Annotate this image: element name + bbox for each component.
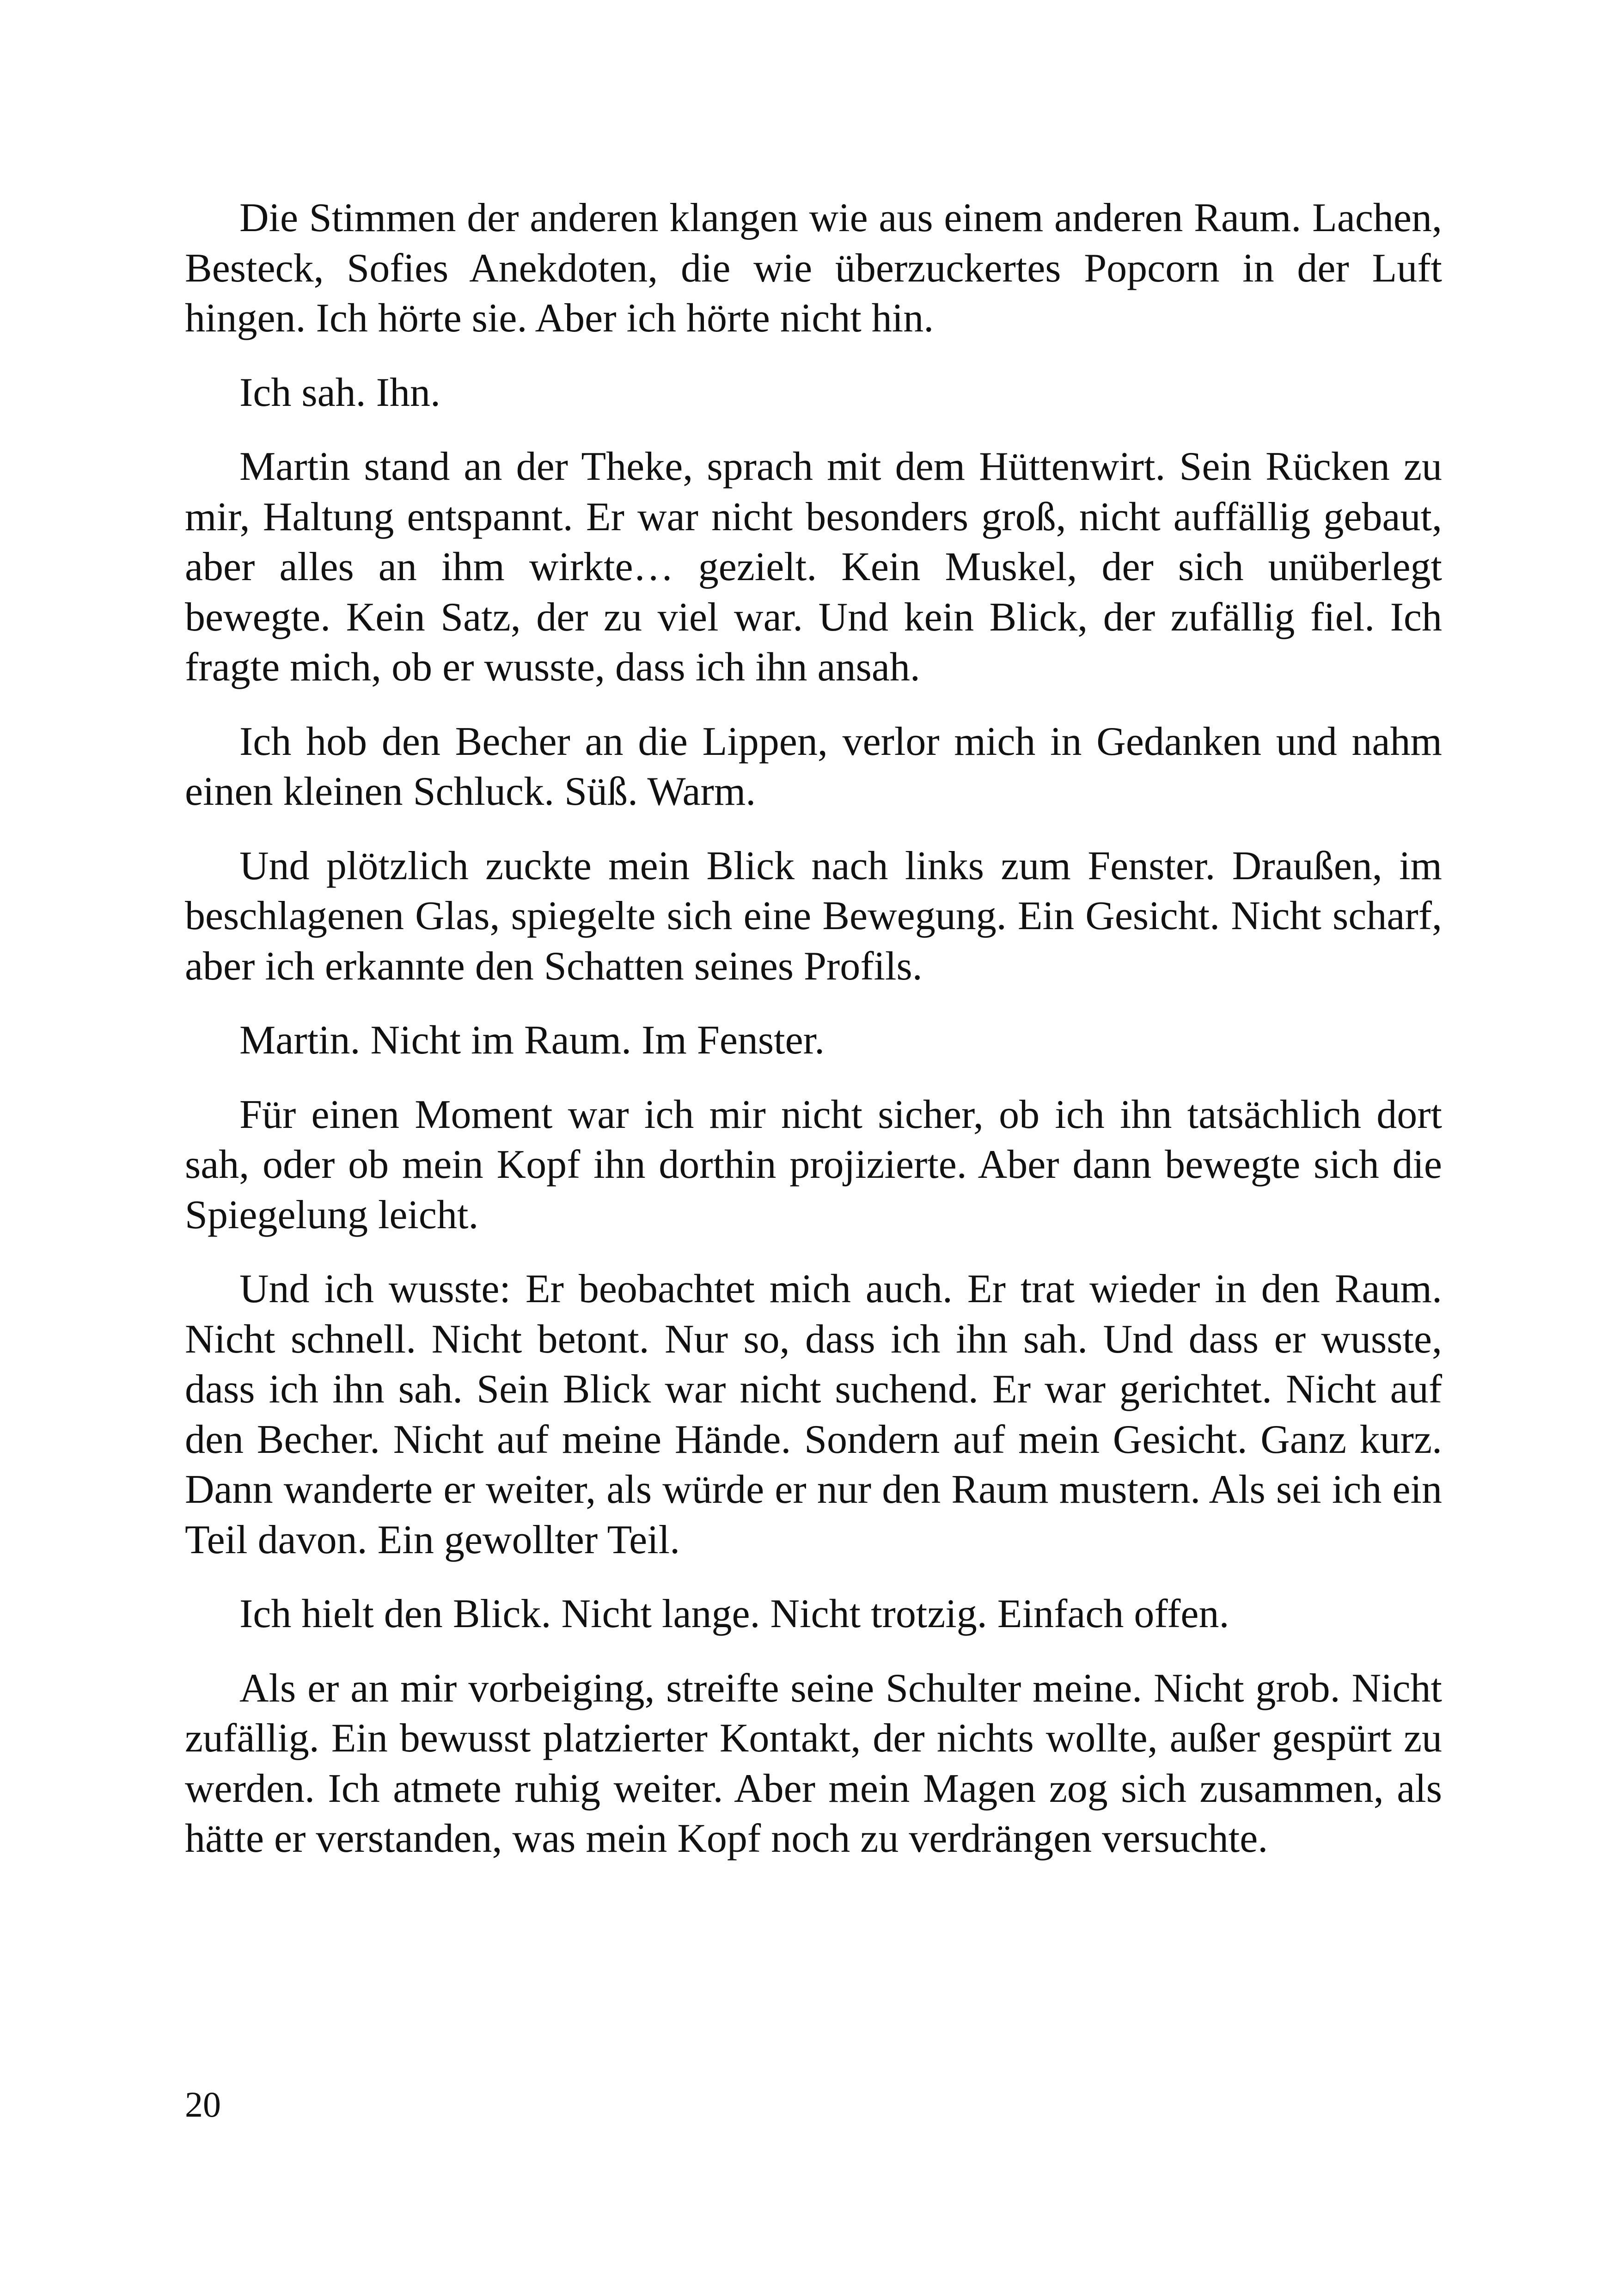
paragraph: Als er an mir vorbeiging, streifte seine Schulter meine. Nicht grob. Nicht zufällig. Ein bewusst platzierter Kontakt, der nichts wollte, außer gespürt zu werden. Ich atmete ruhig weiter. Aber mein Magen zog sich zusammen, als hätte er verstanden, was mein Kopf noch zu verdrängen versuchte.: [185, 1665, 1442, 1861]
paragraph: Die Stimmen der anderen klangen wie aus einem anderen Raum. Lachen, Besteck, Sofies Anekdoten, die wie überzuckertes Popcorn in der Luft hingen. Ich hörte sie. Aber ich hörte nicht hin.: [185, 196, 1442, 341]
paragraph: Martin. Nicht im Raum. Im Fenster.: [239, 1018, 825, 1063]
paragraph: Ich sah. Ihn.: [239, 370, 440, 415]
paragraph: Und ich wusste: Er beobachtet mich auch. Er trat wieder in den Raum. Nicht schnell. Nicht betont. Nur so, dass ich ihn sah. Und dass er wusste, dass ich ihn sah. Sein Blick war nicht suchend. Er war gerichtet. Nicht auf den Becher. Nicht auf meine Hände. Sondern auf mein Gesicht. Ganz kurz. Dann wanderte er weiter, als würde er nur den Raum mustern. Als sei ich ein Teil davon. Ein gewollter Teil.: [185, 1267, 1442, 1562]
body-text: [185, 193, 1442, 1888]
paragraph: Für einen Moment war ich mir nicht sicher, ob ich ihn tatsächlich dort sah, oder ob mein Kopf ihn dorthin projizierte. Aber dann bewegte sich die Spiegelung leicht.: [185, 1092, 1442, 1237]
paragraph: Ich hob den Becher an die Lippen, verlor mich in Gedanken und nahm einen kleinen Schluck. Süß. Warm.: [185, 719, 1442, 814]
paragraph: Und plötzlich zuckte mein Blick nach links zum Fenster. Draußen, im beschlagenen Glas, spiegelte sich eine Bewegung. Ein Gesicht. Nicht scharf, aber ich erkannte den Schatten seines Profils.: [185, 843, 1442, 989]
paragraph: Martin stand an der Theke, sprach mit dem Hüttenwirt. Sein Rücken zu mir, Haltung entspannt. Er war nicht besonders groß, nicht auffällig gebaut, aber alles an ihm wirkte… gezielt. Kein Muskel, der sich unüberlegt bewegte. Kein Satz, der zu viel war. Und kein Blick, der zufällig fiel. Ich fragte mich, ob er wusste, dass ich ihn ansah.: [185, 444, 1442, 690]
page-number: 20: [185, 2084, 221, 2125]
paragraph: Ich hielt den Blick. Nicht lange. Nicht trotzig. Einfach offen.: [239, 1592, 1229, 1636]
